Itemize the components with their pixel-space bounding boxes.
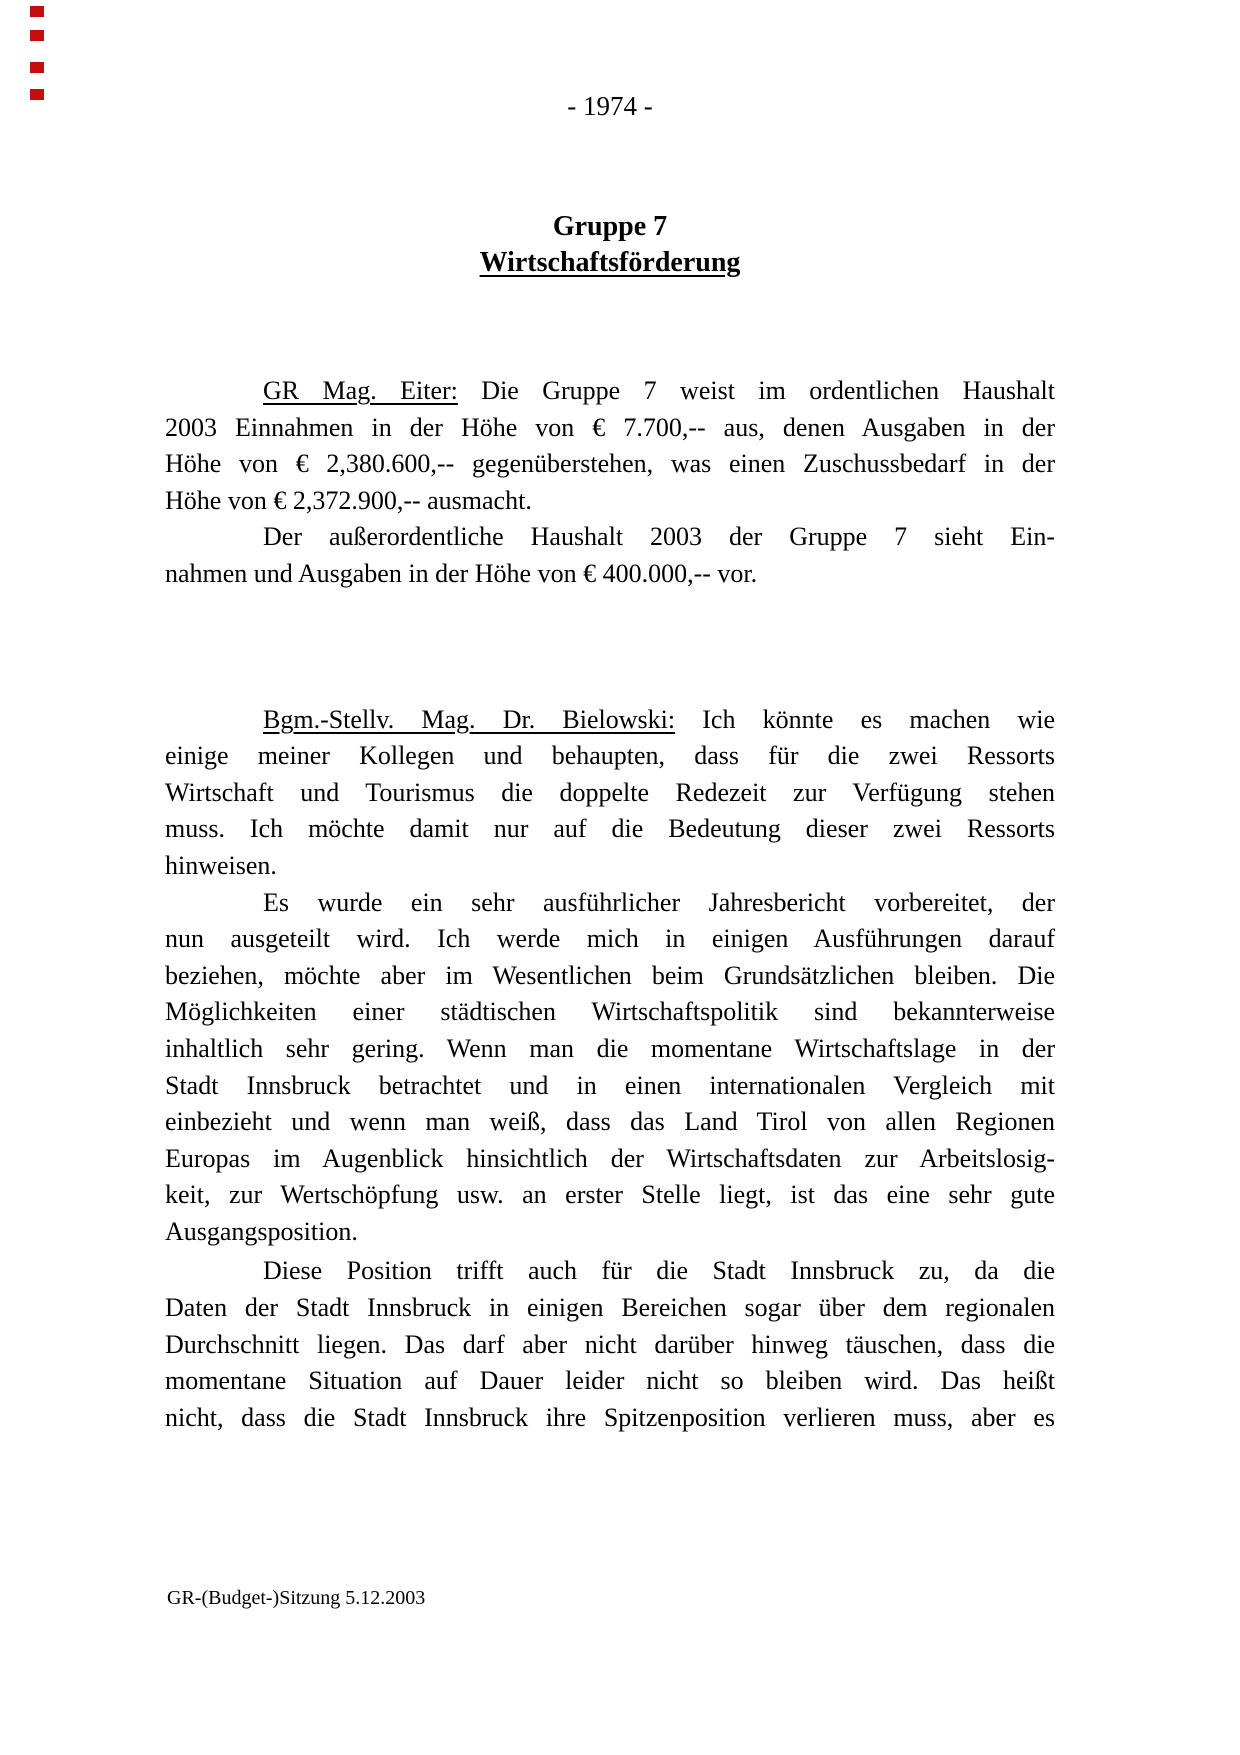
paragraph [165,885,1055,1251]
text-line [165,1104,1055,1141]
text-segment: nahmen und Ausgaben in der Höhe von € 400.000,-- vor. [165,558,758,588]
text-line [165,410,1055,447]
text-segment: Stadt Innsbruck betrachtet und in einen internationalen Vergleich mit [165,1070,1055,1100]
speaker-name: Bgm.-Stellv. Mag. Dr. Bielowski: [263,704,676,734]
paragraph [165,519,1055,592]
text-segment: einige meiner Kollegen und behaupten, dass für die zwei Ressorts [165,741,1055,771]
footer-session-label: GR-(Budget-)Sitzung 5.12.2003 [167,1587,426,1609]
text-segment: nicht, dass die Stadt Innsbruck ihre Spitzenposition verlieren muss, aber es [165,1402,1055,1432]
text-line [165,373,1055,410]
text-segment: Die Gruppe 7 weist im ordentlichen Haushalt [457,376,1056,405]
text-segment: 2003 Einnahmen in der Höhe von € 7.700,-- aus, denen Ausgaben in der [165,412,1055,442]
text-line [165,1400,1055,1437]
body-text [165,373,1055,1436]
text-line [165,1363,1055,1400]
text-line [165,1290,1055,1327]
red-scan-mark [30,30,44,41]
text-line [165,994,1055,1031]
text-line [165,738,1055,775]
text-segment: nun ausgeteilt wird. Ich werde mich in einigen Ausführungen darauf [165,924,1055,954]
text-line [165,958,1055,995]
text-segment: beziehen, möchte aber im Wesentlichen beim Grundsätzlichen bleiben. Die [165,960,1055,990]
text-segment: Ausgangsposition. [165,1216,358,1246]
text-segment: Es wurde ein sehr ausführlicher Jahresbericht vorbereitet, der [263,887,1055,917]
text-line [165,1141,1055,1178]
text-line [165,519,1055,556]
text-line [165,811,1055,848]
text-line [165,885,1055,922]
text-line [165,1253,1055,1290]
text-line [165,1177,1055,1214]
text-line [165,483,1055,520]
text-line [165,446,1055,483]
text-line [165,1031,1055,1068]
paragraph [165,1253,1055,1436]
text-line [165,775,1055,812]
red-scan-mark [30,62,44,73]
heading-title-line: Wirtschaftsförderung [479,247,741,278]
paragraph [165,702,1055,885]
text-segment: hinweisen. [165,850,277,880]
text-segment: keit, zur Wertschöpfung usw. an erster Stelle liegt, ist das eine sehr gute [165,1180,1055,1210]
text-segment: muss. Ich möchte damit nur auf die Bedeutung dieser zwei Ressorts [165,814,1055,844]
text-segment: einbezieht und wenn man weiß, dass das Land Tirol von allen Regionen [165,1107,1055,1137]
text-segment: Durchschnitt liegen. Das darf aber nicht darüber hinweg täuschen, dass die [165,1329,1055,1359]
text-line [165,556,1055,593]
text-segment: momentane Situation auf Dauer leider nicht so bleiben wird. Das heißt [165,1366,1055,1396]
red-scan-mark [30,6,44,17]
text-line [165,702,1055,739]
heading-group-line: Gruppe 7 [552,211,668,242]
section-heading [165,209,1055,281]
text-segment: Der außerordentliche Haushalt 2003 der Gruppe 7 sieht Ein- [263,522,1055,552]
text-segment: Ich könnte es machen wie [675,704,1055,734]
red-scan-mark [30,89,44,100]
text-segment: Wirtschaft und Tourismus die doppelte Redezeit zur Verfügung stehen [165,777,1055,807]
paragraph [165,373,1055,519]
text-segment: Diese Position trifft auch für die Stadt Innsbruck zu, da die [263,1256,1055,1286]
text-line [165,1068,1055,1105]
text-line [165,848,1055,885]
text-line [165,921,1055,958]
text-line [165,1214,1055,1251]
text-segment: Daten der Stadt Innsbruck in einigen Bereichen sogar über dem regionalen [165,1293,1055,1323]
speaker-name: GR Mag. Eiter: [263,376,458,405]
text-line [165,1327,1055,1364]
page-number: - 1974 - [567,91,653,121]
text-segment: Höhe von € 2,380.600,-- gegenüberstehen, was einen Zuschussbedarf in der [165,449,1055,479]
text-segment: Möglichkeiten einer städtischen Wirtschaftspolitik sind bekannterweise [165,997,1055,1027]
text-segment: Höhe von € 2,372.900,-- ausmacht. [165,485,532,515]
text-segment: Europas im Augenblick hinsichtlich der Wirtschaftsdaten zur Arbeitslosig- [165,1143,1055,1173]
text-segment: inhaltlich sehr gering. Wenn man die momentane Wirtschaftslage in der [165,1033,1055,1063]
